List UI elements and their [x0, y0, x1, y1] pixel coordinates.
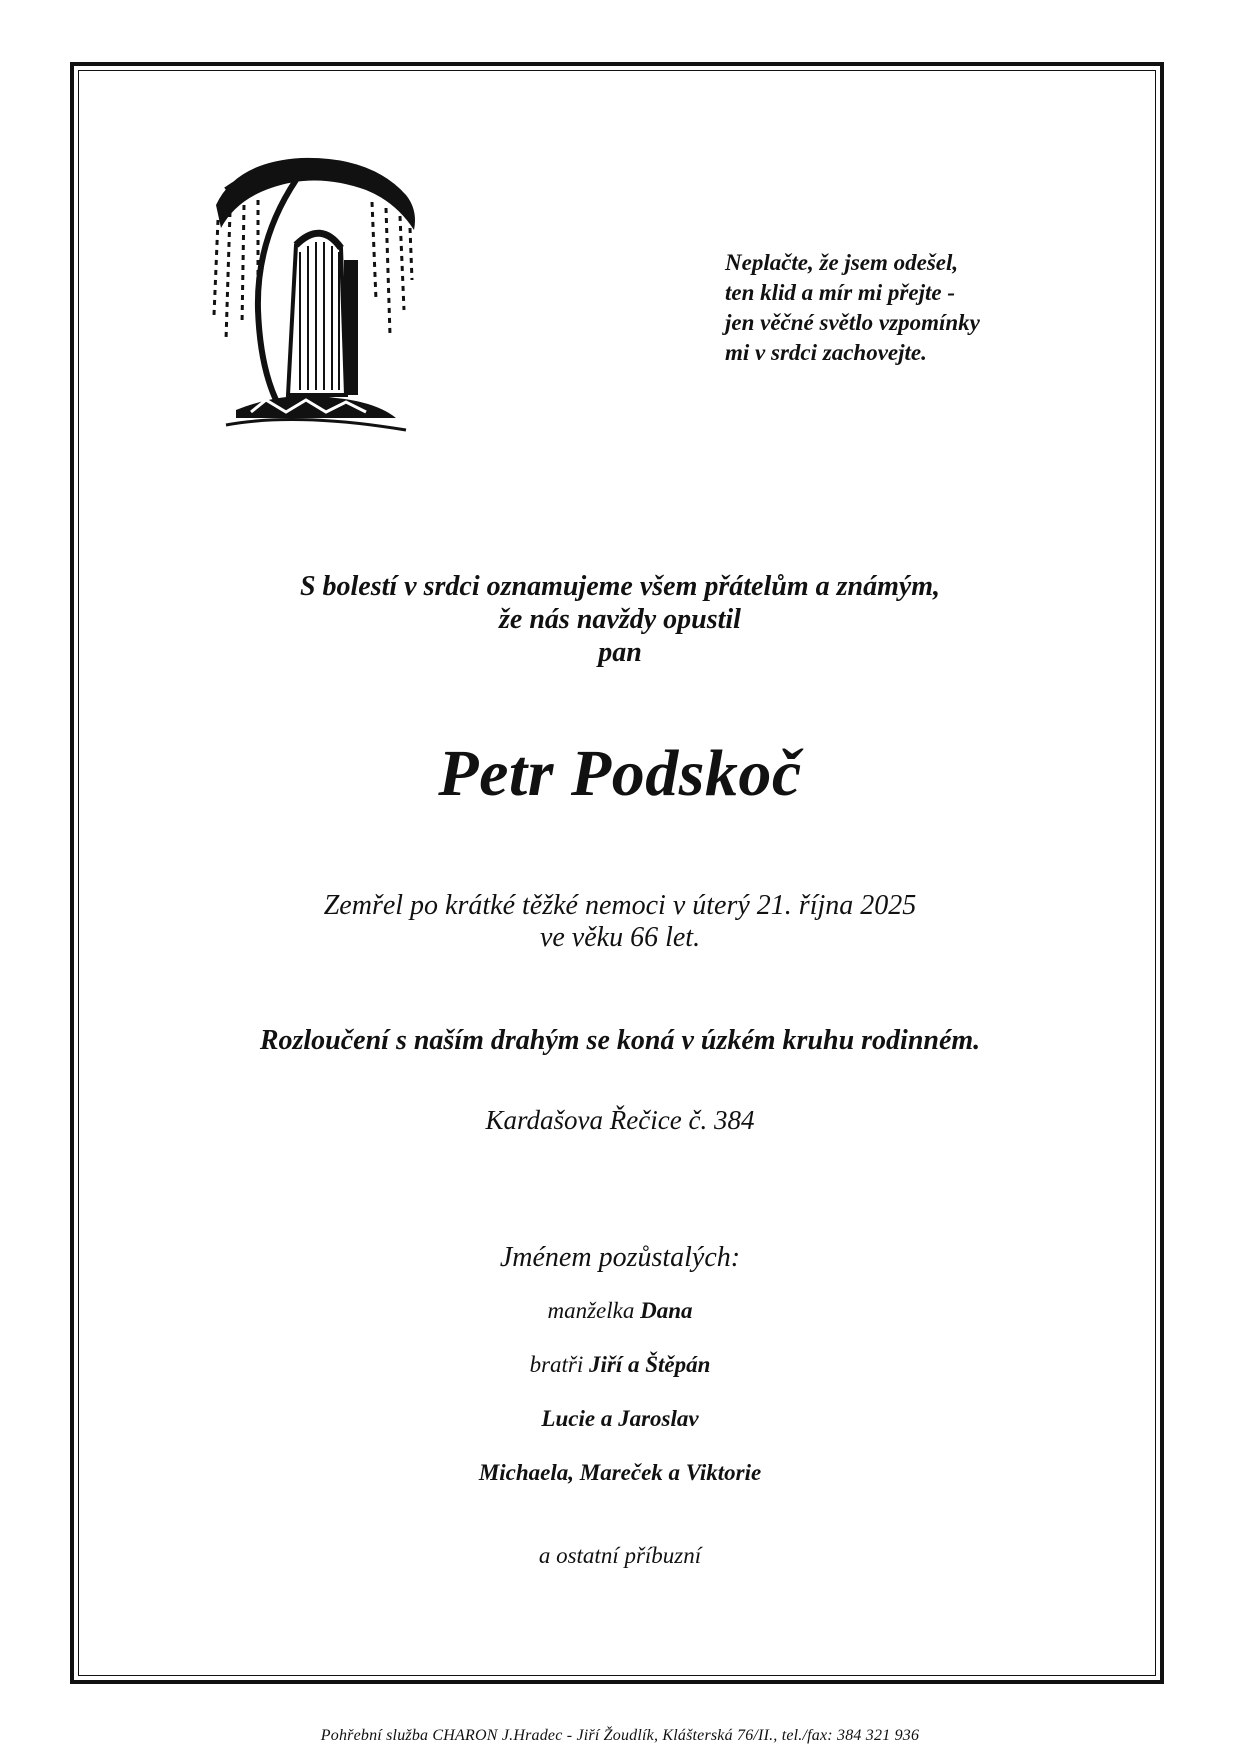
announcement [0, 570, 1240, 669]
brothers-label: bratři [529, 1352, 584, 1377]
death-info-line-2: ve věku 66 let. [539, 922, 701, 953]
announcement-line-3: pan [598, 637, 642, 668]
announcement-line-2: že nás navždy opustil [499, 604, 741, 635]
survivor-line-4: Michaela, Mareček a Viktorie [478, 1460, 762, 1485]
footer-funeral-service: Pohřební služba CHARON J.Hradec - Jiří Žoudlík, Klášterská 76/II., tel./fax: 384 321 936 [320, 1727, 920, 1744]
willow-harp-emblem [196, 150, 436, 440]
survivor-line-3: Lucie a Jaroslav [541, 1406, 699, 1431]
poem [725, 248, 1045, 368]
survivor-others: a ostatní příbuzní [538, 1543, 702, 1568]
announcement-line-1: S bolestí v srdci oznamujeme všem přátelům a známým, [299, 571, 941, 602]
survivor-brothers [0, 1352, 1240, 1378]
survivor-wife [0, 1298, 1240, 1324]
death-info [0, 890, 1240, 954]
brothers-names: Jiří a Štěpán [589, 1352, 711, 1377]
survivors-title: Jménem pozůstalých: [499, 1242, 741, 1273]
deceased-name: Petr Podskoč [438, 737, 802, 810]
poem-line: ten klid a mír mi přejte - [725, 280, 955, 305]
farewell-notice: Rozloučení s naším drahým se koná v úzkém kruhu rodinném. [259, 1025, 981, 1056]
address: Kardašova Řečice č. 384 [485, 1105, 755, 1135]
wife-name: Dana [640, 1298, 693, 1323]
poem-line: mi v srdci zachovejte. [725, 340, 927, 365]
wife-label: manželka [547, 1298, 635, 1323]
death-info-line-1: Zemřel po krátké těžké nemoci v úterý 21. října 2025 [323, 890, 917, 921]
poem-line: jen věčné světlo vzpomínky [725, 310, 980, 335]
poem-line: Neplačte, že jsem odešel, [725, 250, 959, 275]
